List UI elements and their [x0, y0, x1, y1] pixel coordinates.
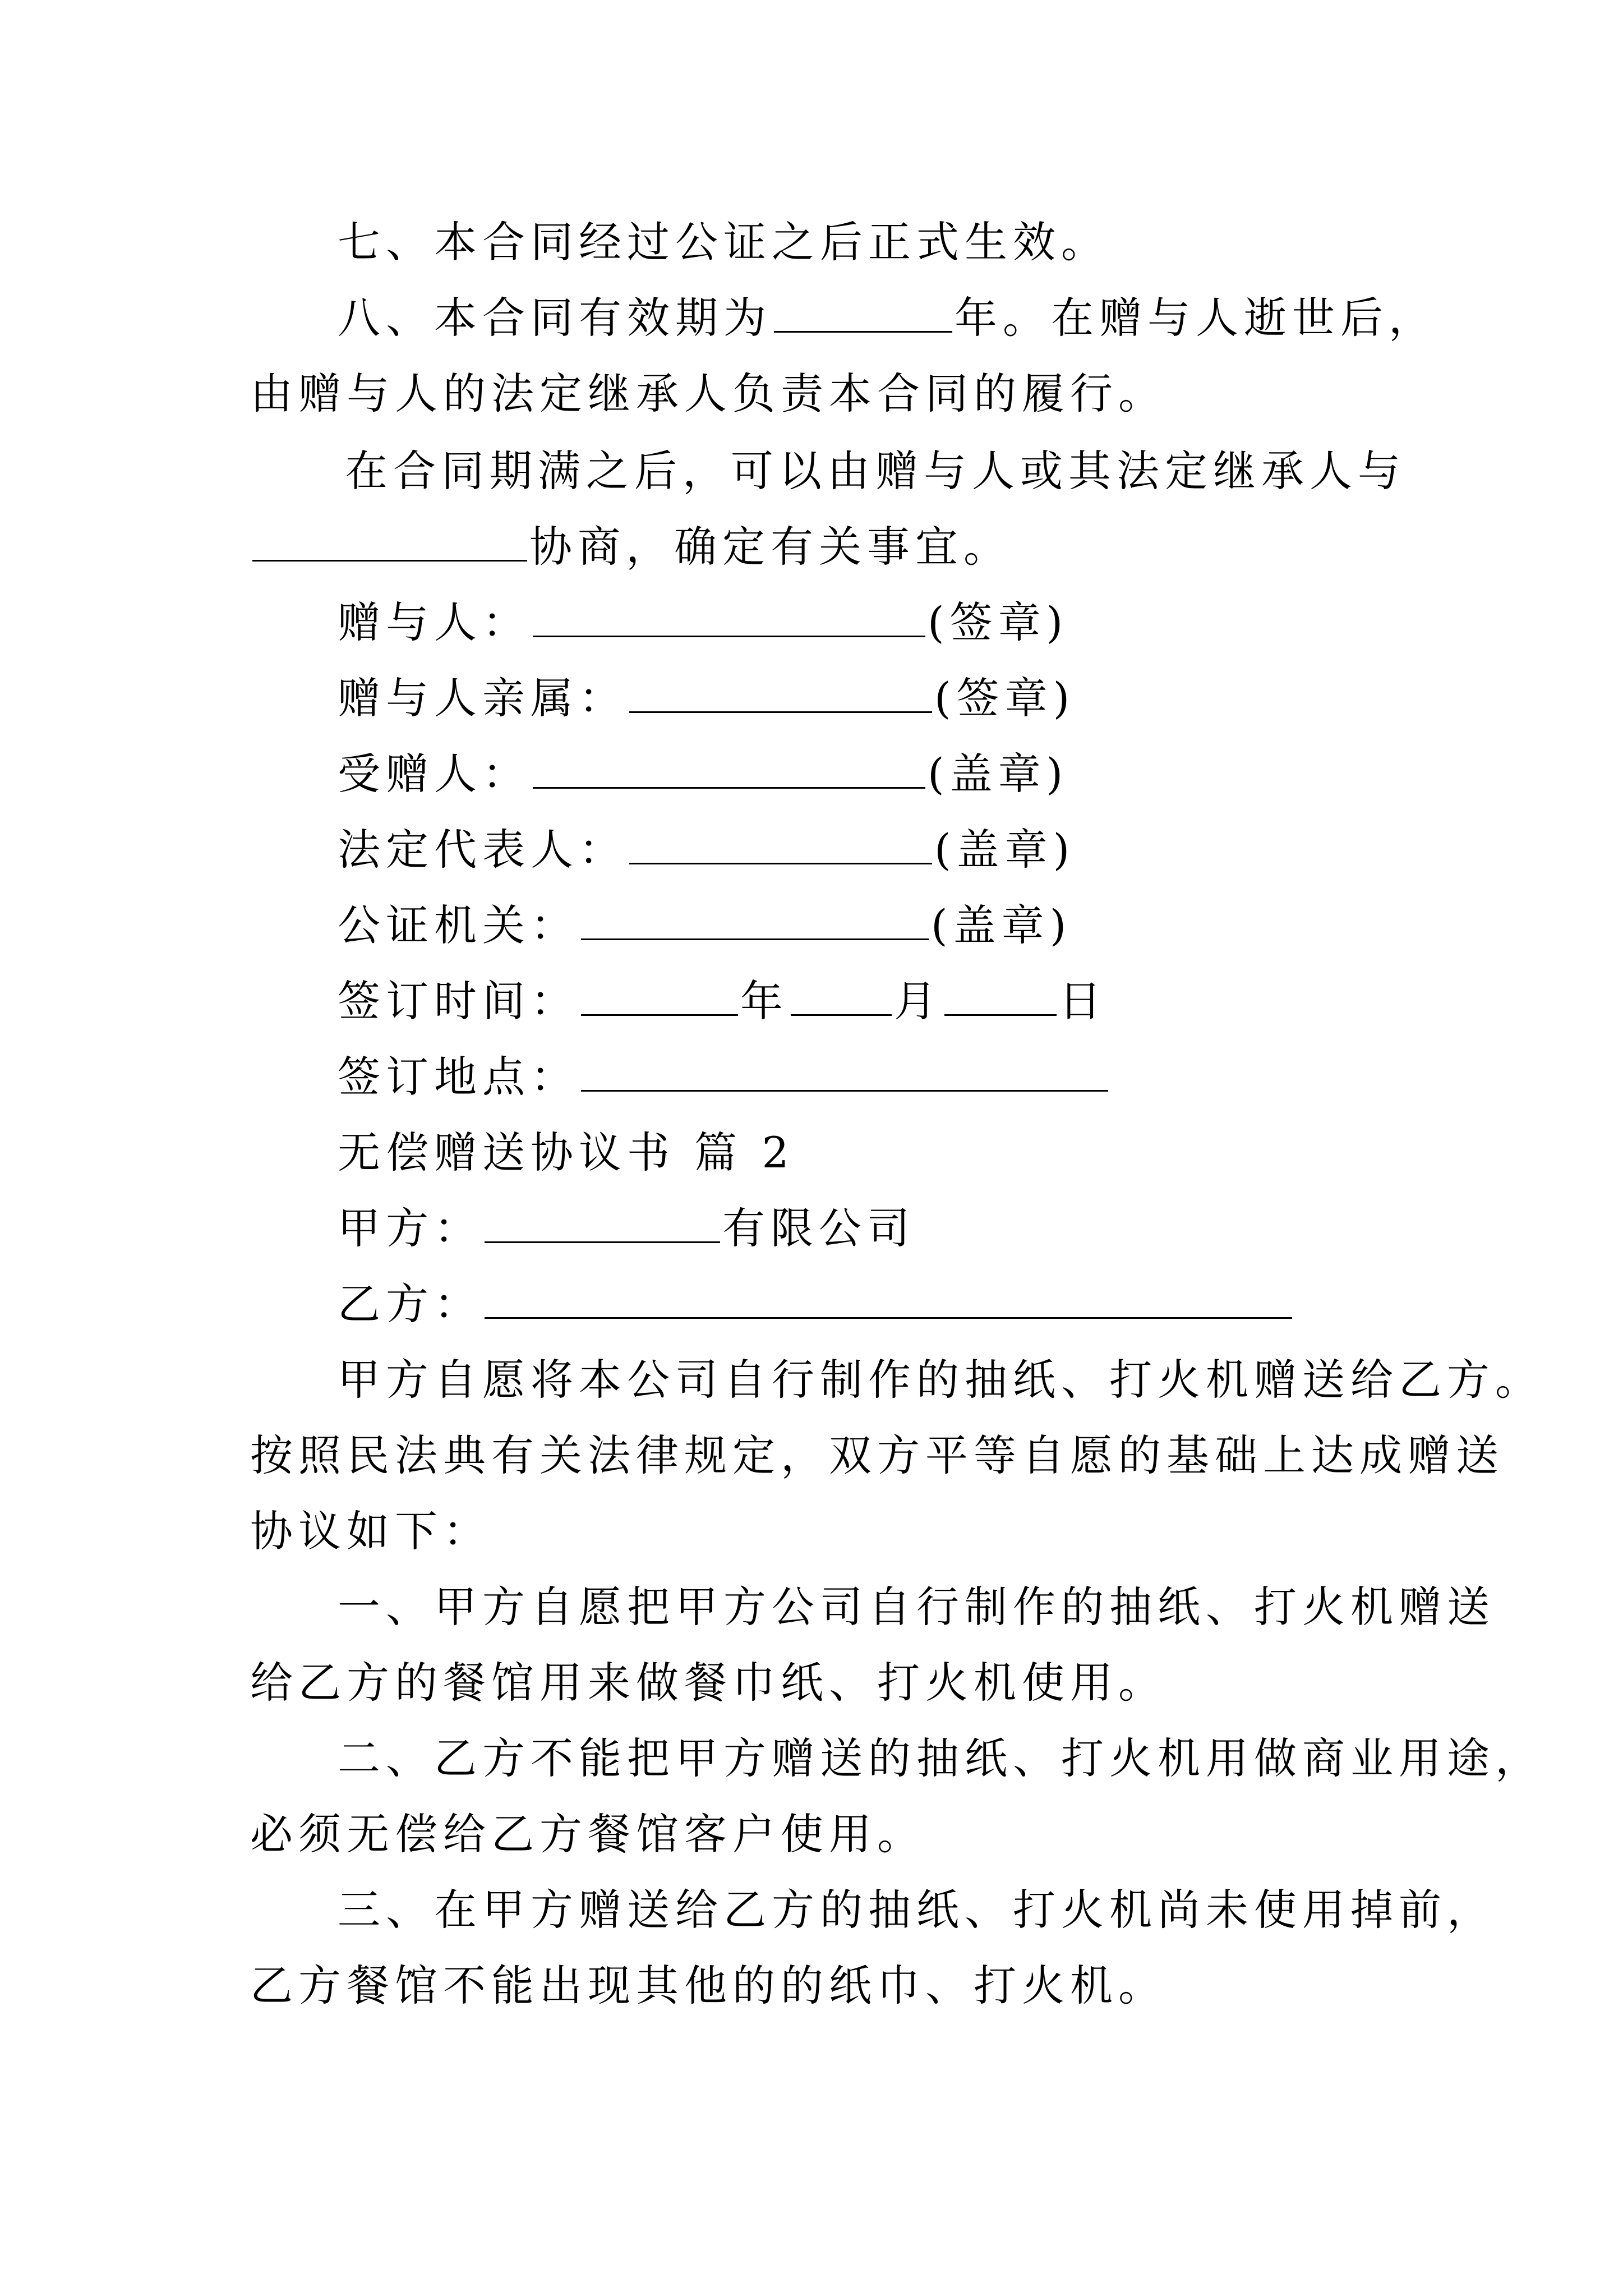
party-b — [338, 1276, 1294, 1332]
clause-1-line-2: 给乙方的餐馆用来做餐巾纸、打火机使用。 — [250, 1658, 1166, 1708]
clause-7: 七、本合同经过公证之后正式生效。 — [338, 217, 1109, 267]
clause-8-text-b: 年。在赠与人逝世后， — [955, 293, 1437, 343]
signature-donor — [338, 595, 1068, 651]
signature-recipient — [338, 746, 1068, 802]
signature-suffix: (签章) — [934, 673, 1076, 723]
validity-years-blank — [774, 292, 952, 333]
clause-2-line-1: 二、乙方不能把甲方赠送的抽纸、打火机用做商业用途， — [338, 1733, 1543, 1783]
party-a-label: 甲方： — [338, 1203, 482, 1253]
day-label: 日 — [1059, 976, 1107, 1026]
signature-blank — [581, 899, 929, 940]
section-2-title: 无偿赠送协议书 篇 2 — [338, 1128, 795, 1177]
clause-9-text-b: 协商，确定有关事宜。 — [529, 522, 1012, 572]
intro-line-1: 甲方自愿将本公司自行制作的抽纸、打火机赠送给乙方。 — [338, 1355, 1543, 1405]
party-a — [338, 1200, 915, 1257]
signature-suffix: (盖章) — [934, 825, 1076, 875]
clause-2-line-2: 必须无偿给乙方餐馆客户使用。 — [250, 1809, 925, 1859]
signature-notary — [338, 898, 1072, 954]
signature-donor-relative — [338, 670, 1075, 726]
party-b-blank — [485, 1278, 1292, 1319]
sign-place-blank — [581, 1051, 1108, 1092]
clause-3-line-1: 三、在甲方赠送给乙方的抽纸、打火机尚未使用掉前， — [338, 1885, 1495, 1935]
signature-label: 公证机关： — [338, 900, 579, 950]
sign-place — [338, 1049, 1110, 1105]
signature-legal-rep — [338, 822, 1075, 878]
year-blank — [581, 975, 738, 1016]
party-b-label: 乙方： — [338, 1279, 482, 1329]
signature-suffix: (盖章) — [931, 900, 1072, 950]
sign-date — [338, 973, 1107, 1029]
signature-label: 赠与人亲属： — [338, 673, 627, 723]
signature-label: 法定代表人： — [338, 825, 627, 875]
signature-suffix: (盖章) — [928, 749, 1069, 799]
day-blank — [944, 975, 1057, 1016]
intro-line-2: 按照民法典有关法律规定，双方平等自愿的基础上达成赠送 — [250, 1430, 1504, 1480]
clause-3-line-2: 乙方餐馆不能出现其他的的纸巾、打火机。 — [250, 1961, 1166, 2010]
year-label: 年 — [740, 976, 789, 1026]
clause-8-line-2: 由赠与人的法定继承人负责本合同的履行。 — [250, 369, 1166, 418]
intro-line-3: 协议如下： — [250, 1506, 491, 1556]
clause-8-line-1 — [338, 290, 1437, 346]
signature-blank — [533, 596, 925, 637]
clause-9-line-1: 在合同期满之后，可以由赠与人或其法定继承人与 — [345, 446, 1406, 496]
month-blank — [791, 975, 892, 1016]
month-label: 月 — [894, 976, 942, 1026]
sign-date-label: 签订时间： — [338, 976, 579, 1026]
signature-label: 受赠人： — [338, 749, 531, 799]
clause-9-line-2 — [250, 519, 1012, 575]
signature-blank — [533, 748, 925, 789]
clause-8-text-a: 八、本合同有效期为 — [338, 293, 772, 343]
party-a-blank — [485, 1202, 720, 1243]
signature-suffix: (签章) — [928, 597, 1069, 647]
party-a-suffix: 有限公司 — [722, 1203, 915, 1253]
negotiation-party-blank — [252, 521, 527, 562]
clause-1-line-1: 一、甲方自愿把甲方公司自行制作的抽纸、打火机赠送 — [338, 1582, 1495, 1632]
signature-label: 赠与人： — [338, 597, 531, 647]
signature-blank — [629, 823, 932, 864]
signature-blank — [629, 672, 932, 713]
sign-place-label: 签订地点： — [338, 1052, 579, 1102]
